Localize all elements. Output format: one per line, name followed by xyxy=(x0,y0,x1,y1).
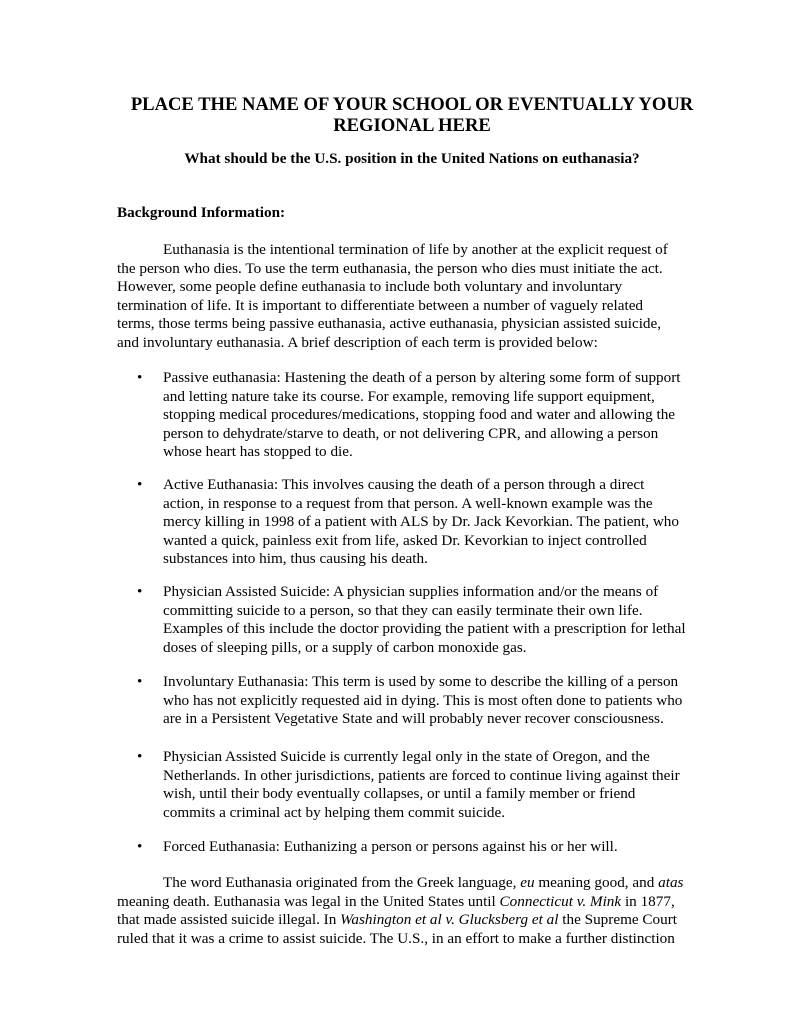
intro-paragraph xyxy=(117,241,717,353)
list-item-line: person to dehydrate/starve to death, or not delivering CPR, and allowing a person xyxy=(163,424,659,442)
list-item-line: mercy killing in 1998 of a patient with ALS by Dr. Jack Kevorkian. The patient, who xyxy=(163,513,679,531)
list-item-line: Active Euthanasia: This involves causing the death of a person through a direct xyxy=(163,476,645,493)
list-item-line: commits a criminal act by helping them commit suicide. xyxy=(163,803,506,821)
list-item-line: Passive euthanasia: Hastening the death of a person by altering some form of support xyxy=(163,369,681,386)
bullet-icon: • xyxy=(137,838,143,855)
paragraph-line xyxy=(117,911,717,930)
list-item-text xyxy=(163,748,680,822)
italic-term-eu: , eu xyxy=(512,874,535,891)
list-item-text xyxy=(163,838,618,857)
italic-term-atas: atas xyxy=(658,874,684,891)
case-citation-washington-v-glucksberg: Washington et al v. Glucksberg et al xyxy=(340,911,559,929)
paragraph-line xyxy=(117,893,717,912)
list-item-text xyxy=(163,673,682,729)
text-run: the Supreme Court xyxy=(558,911,678,929)
list-item-line: substances into him, thus causing his death. xyxy=(163,550,428,568)
list-item-line: and letting nature take its course. For example, removing life support equipment, xyxy=(163,387,655,405)
list-item-line: Involuntary Euthanasia: This term is used by some to describe the killing of a person xyxy=(163,673,679,690)
paragraph-line: However, some people define euthanasia to include both voluntary and involuntary xyxy=(117,278,623,296)
bullet-icon: • xyxy=(137,476,143,493)
text-run: meaning death. Euthanasia was legal in the United States until xyxy=(117,892,500,910)
bullet-icon: • xyxy=(137,673,143,690)
paragraph-line: and involuntary euthanasia. A brief description of each term is provided below: xyxy=(117,333,598,351)
document-title xyxy=(117,94,707,136)
list-item-line: whose heart has stopped to die. xyxy=(163,443,353,461)
document-subtitle: What should be the U.S. position in the United Nations on euthanasia? xyxy=(184,150,640,167)
list-item-line: wanted a quick, painless exit from life, asked Dr. Kevorkian to inject controlled xyxy=(163,531,647,549)
list-item-line: doses of sleeping pills, or a supply of carbon monoxide gas. xyxy=(163,638,527,656)
list-item-line: Examples of this include the doctor providing the patient with a prescription for lethal xyxy=(163,620,686,638)
title-line: PLACE THE NAME OF YOUR SCHOOL OR EVENTUALLY YOUR xyxy=(130,94,694,115)
paragraph-line: Euthanasia is the intentional termination of life by another at the explicit request of xyxy=(163,241,668,258)
list-item-line: committing suicide to a person, so that they can easily terminate their own life. xyxy=(163,601,643,619)
list-item-text xyxy=(163,369,681,462)
text-run: that made assisted suicide illegal. In xyxy=(117,911,341,929)
title-line: REGIONAL HERE xyxy=(333,115,491,136)
list-item-line: stopping medical procedures/medications, stopping food and water and allowing the xyxy=(163,406,676,424)
list-item-text xyxy=(163,476,679,569)
text-run: in 1877, xyxy=(621,892,675,910)
text-run: meaning good, and xyxy=(534,874,659,891)
text-run: The word Euthanasia originated from the Greek language xyxy=(163,874,513,891)
bullet-icon: • xyxy=(137,369,143,386)
list-item-line: are in a Persistent Vegetative State and will probably never recover consciousness. xyxy=(163,710,664,728)
list-item-line: Netherlands. In other jurisdictions, patients are forced to continue living against their xyxy=(163,766,680,784)
bullet-icon: • xyxy=(137,583,143,600)
list-item-text xyxy=(163,583,686,657)
paragraph-line xyxy=(117,874,717,893)
paragraph-line: the person who dies. To use the term euthanasia, the person who dies must initiate the act. xyxy=(117,259,663,277)
closing-paragraph xyxy=(117,874,717,948)
paragraph-line: termination of life. It is important to differentiate between a number of vaguely related xyxy=(117,296,644,314)
list-item-line: Forced Euthanasia: Euthanizing a person or persons against his or her will. xyxy=(163,838,618,855)
list-item-line: wish, until their body eventually collapses, or until a family member or friend xyxy=(163,785,636,803)
list-item-line: Physician Assisted Suicide is currently legal only in the state of Oregon, and the xyxy=(163,748,650,765)
paragraph-line: terms, those terms being passive euthanasia, active euthanasia, physician assisted suicide, xyxy=(117,315,662,333)
list-item-line: action, in response to a request from that person. A well-known example was the xyxy=(163,494,653,512)
paragraph-line: ruled that it was a crime to assist suicide. The U.S., in an effort to make a further distinction xyxy=(117,929,675,947)
case-citation-connecticut-v-mink: Connecticut v. Mink xyxy=(499,892,622,910)
bullet-icon: • xyxy=(137,748,143,765)
section-heading-background: Background Information: xyxy=(117,204,286,221)
list-item-line: Physician Assisted Suicide: A physician supplies information and/or the means of xyxy=(163,583,659,600)
list-item-line: who has not explicitly requested aid in dying. This is most often done to patients who xyxy=(163,691,683,709)
